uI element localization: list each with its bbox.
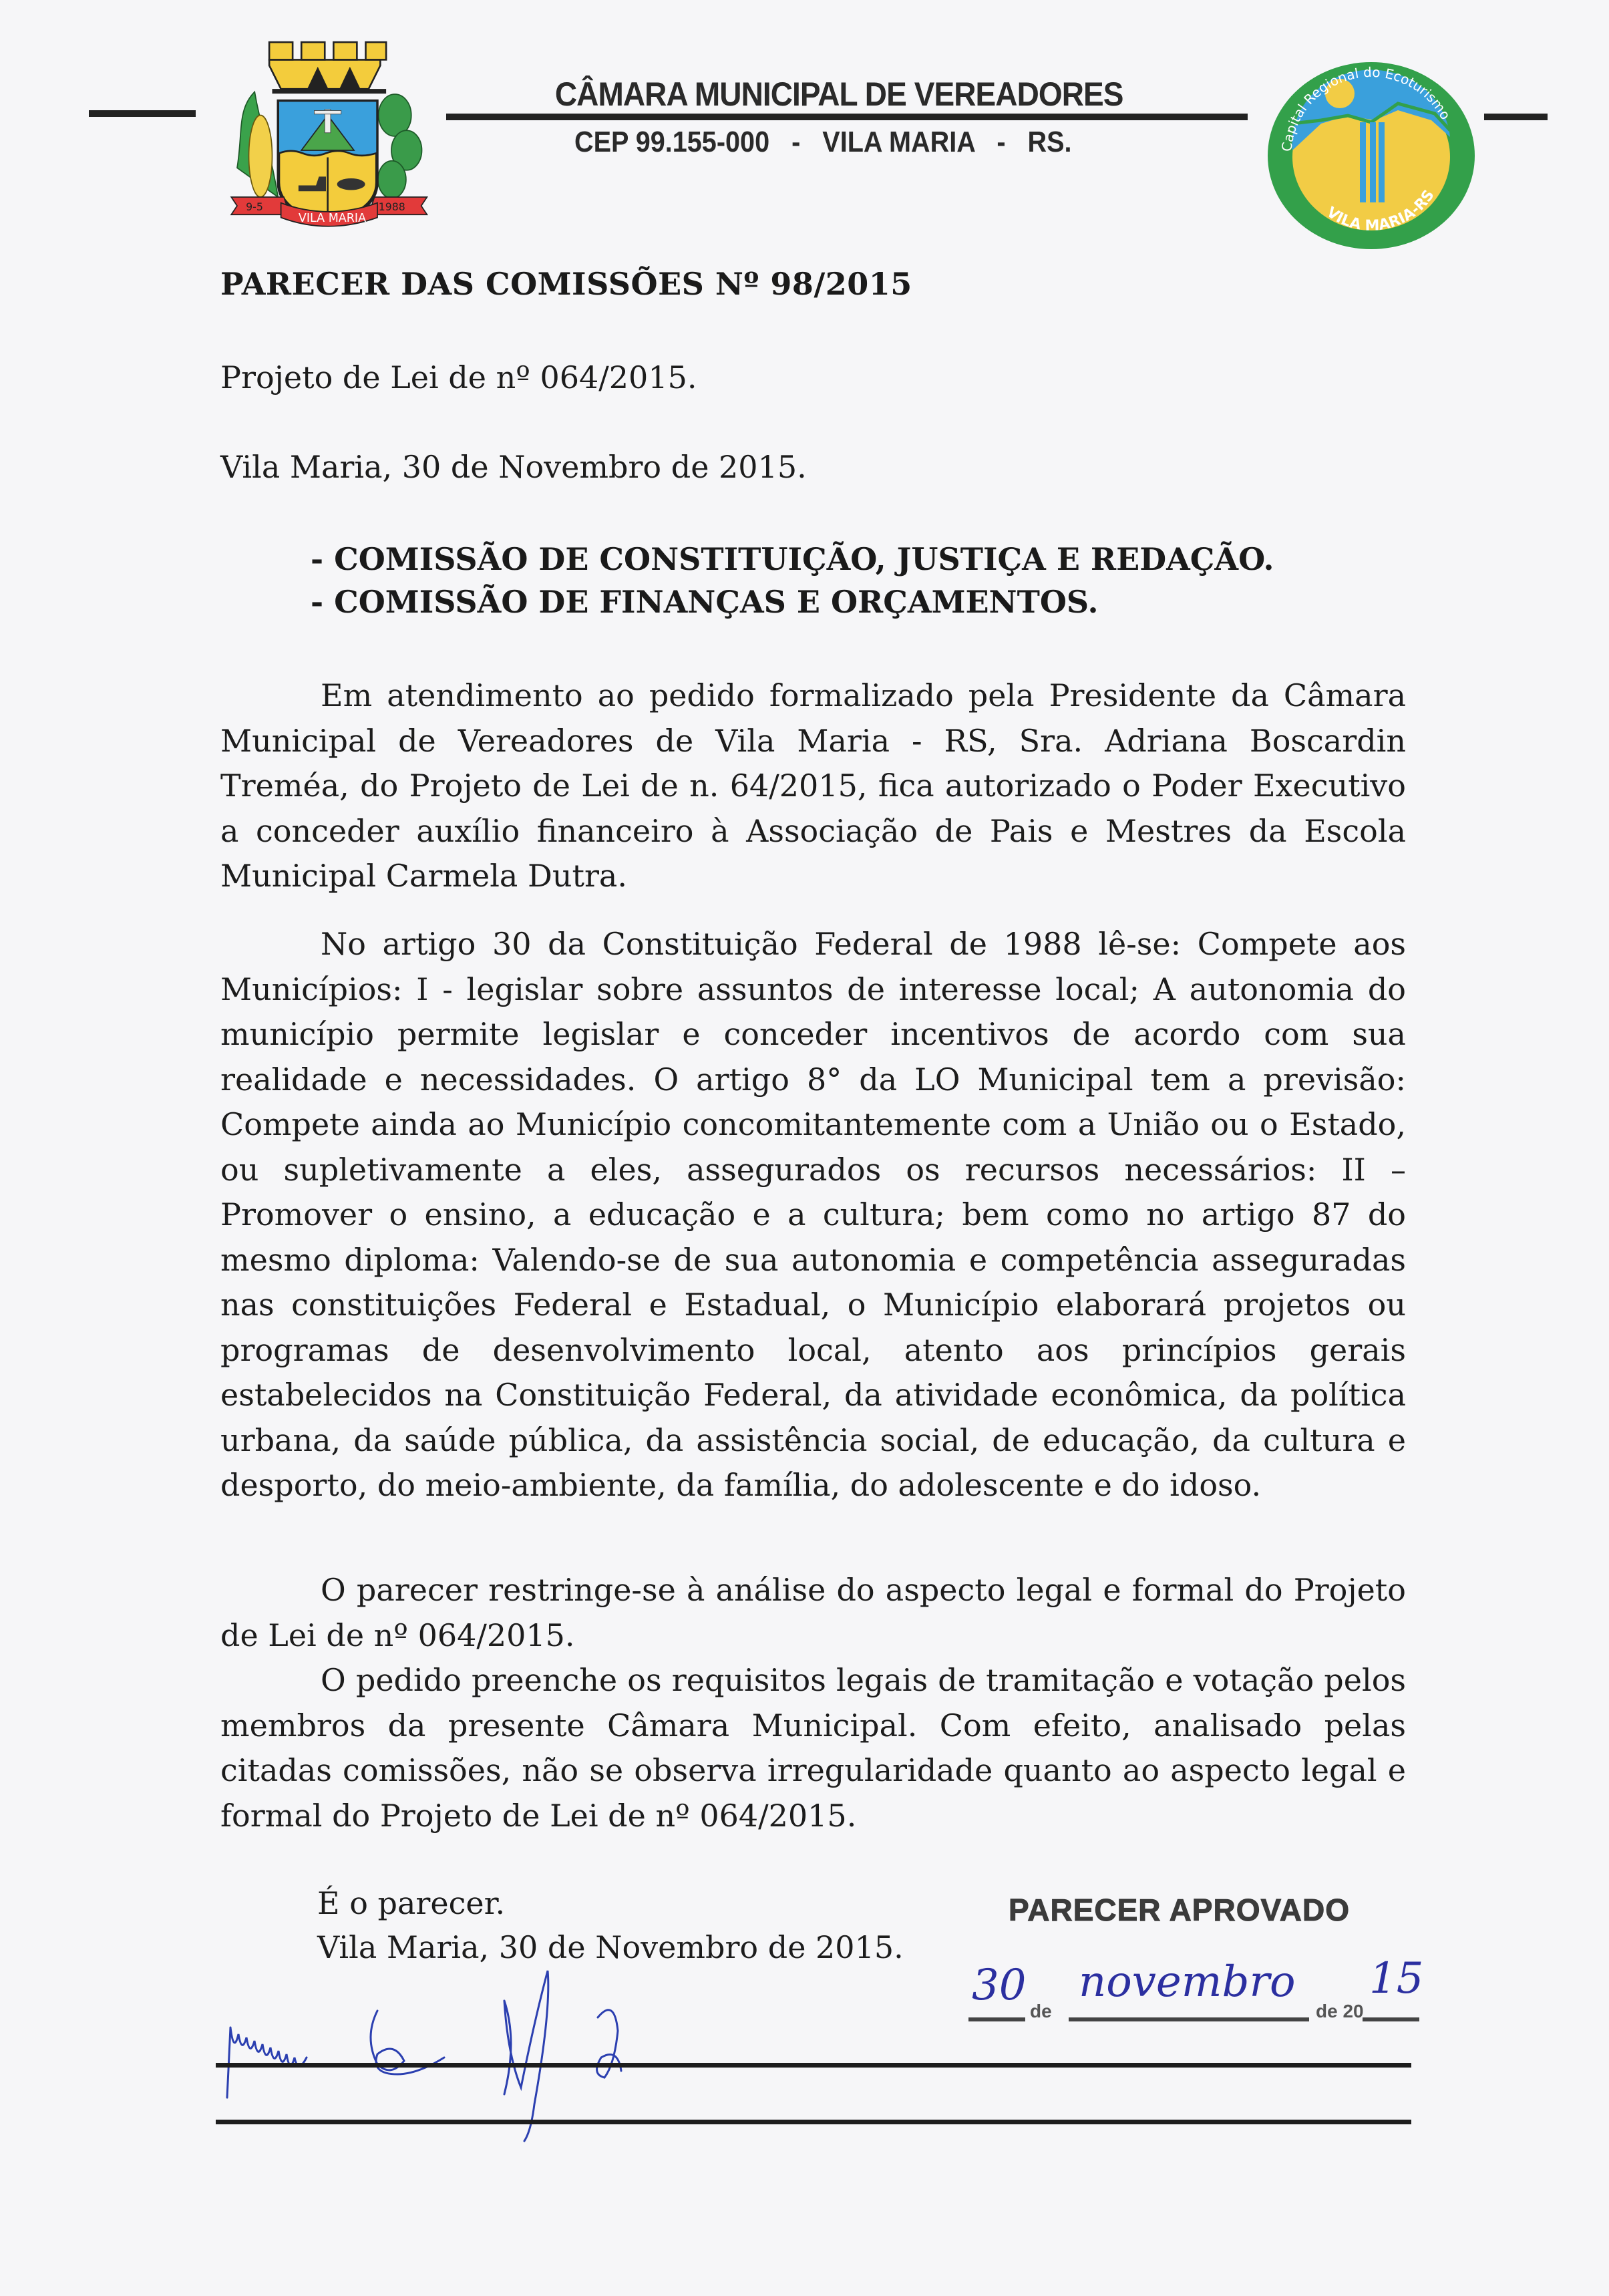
project-reference: Projeto de Lei de nº 064/2015. [220, 359, 697, 395]
commission-constitution: - COMISSÃO DE CONSTITUIÇÃO, JUSTIÇA E REDAÇÃO. [311, 541, 1274, 577]
shield-icon [278, 101, 377, 224]
stamp-de-label: de [1030, 2001, 1052, 2021]
approval-stamp-title: PARECER APROVADO [1009, 1893, 1350, 1927]
paragraph-legal-basis-text: No artigo 30 da Constituição Federal de 1988 lê-se: Compete aos Municípios: I - legislar sobre assuntos de interesse local; A autonomia do município permite legislar e conceder incentivos de acordo com sua realidade e necessidades. O artigo 8° da LO Municipal tem a previsão: Compete ainda ao Município concomitantemente com a União ou o Estado, ou supletivamente a eles, assegurados os recursos necessários: II – Promover o ensino, a educação e a cultura; bem como no artigo 87 do mesmo diploma: Valendo-se de sua autonomia e competência asseguradas nas constituições Federal e Estadual, o Município elaborará projetos ou programas de desenvolvimento local, atento aos princípios gerais estabelecidos na Constituição Federal, da atividade econômica, da política urbana, da saúde pública, da assistência social, de educação, da cultura e desporto, do meio-ambiente, da família, do adolescente e do idoso. [220, 926, 1406, 1503]
stamp-month-underline [1069, 2017, 1309, 2021]
ribbon-left-text: 9-5 [246, 200, 263, 214]
stamp-day-handwritten: 30 [972, 1961, 1027, 2010]
coat-of-arms-icon [214, 27, 448, 227]
document-title: PARECER DAS COMISSÕES Nº 98/2015 [220, 266, 912, 302]
crown-icon [269, 42, 386, 94]
institution-address: CEP 99.155-000 - VILA MARIA - RS. [574, 126, 1072, 158]
leaves-icon [378, 94, 422, 198]
stamp-month-handwritten: novembro [1079, 1957, 1296, 2007]
ribbon-right-text: 1988 [378, 200, 405, 214]
commission-finance: - COMISSÃO DE FINANÇAS E ORÇAMENTOS. [311, 584, 1099, 620]
paragraph-request [220, 673, 1406, 899]
approval-stamp-date [968, 1954, 1449, 2024]
stamp-day-underline [968, 2017, 1025, 2021]
header-rule-left [89, 110, 196, 117]
closing-statement: É o parecer. [317, 1885, 506, 1921]
signature-3-icon [504, 1971, 548, 2141]
corn-icon [237, 92, 278, 198]
paragraph-legal-basis [220, 922, 1406, 1508]
signature-line-1 [216, 2063, 1411, 2068]
ribbon-center-text: VILA MARIA [298, 211, 367, 225]
header-rule-right [1484, 114, 1548, 120]
stamp-de-20-label: de 20 [1316, 2001, 1364, 2021]
paragraph-scope [220, 1568, 1406, 1658]
stamp-year-handwritten: 15 [1369, 1954, 1424, 2003]
seal-bottom-text: VILA MARIA-RS [1323, 187, 1438, 234]
signature-line-2 [216, 2120, 1411, 2124]
paragraph-request-text: Em atendimento ao pedido formalizado pela Presidente da Câmara Municipal de Vereadores de Vila Maria - RS, Sra. Adriana Boscardin Treméa, do Projeto de Lei de n. 64/2015, fica autorizado o Poder Executivo a conceder auxílio financeiro à Associação de Pais e Mestres da Escola Municipal Carmela Dutra. [220, 677, 1406, 894]
place-date: Vila Maria, 30 de Novembro de 2015. [220, 449, 807, 485]
header-rule-center [446, 114, 1248, 120]
stamp-year-underline [1363, 2017, 1419, 2021]
paragraph-scope-text: O parecer restringe-se à análise do aspecto legal e formal do Projeto de Lei de nº 064/2015. [220, 1572, 1406, 1653]
institution-name: CÂMARA MUNICIPAL DE VEREADORES [554, 75, 1123, 113]
paragraph-conclusion [220, 1658, 1406, 1838]
paragraph-conclusion-text: O pedido preenche os requisitos legais de tramitação e votação pelos membros da presente Câmara Municipal. Com efeito, analisado pelas citadas comissões, não se observa irregularidade quanto ao aspecto legal e formal do Projeto de Lei de nº 064/2015. [220, 1662, 1406, 1834]
seal-top-text: Capital Regional do Ecoturismo [1278, 63, 1454, 153]
closing-place-date: Vila Maria, 30 de Novembro de 2015. [317, 1929, 904, 1965]
ecotourism-seal-icon [1261, 57, 1481, 251]
